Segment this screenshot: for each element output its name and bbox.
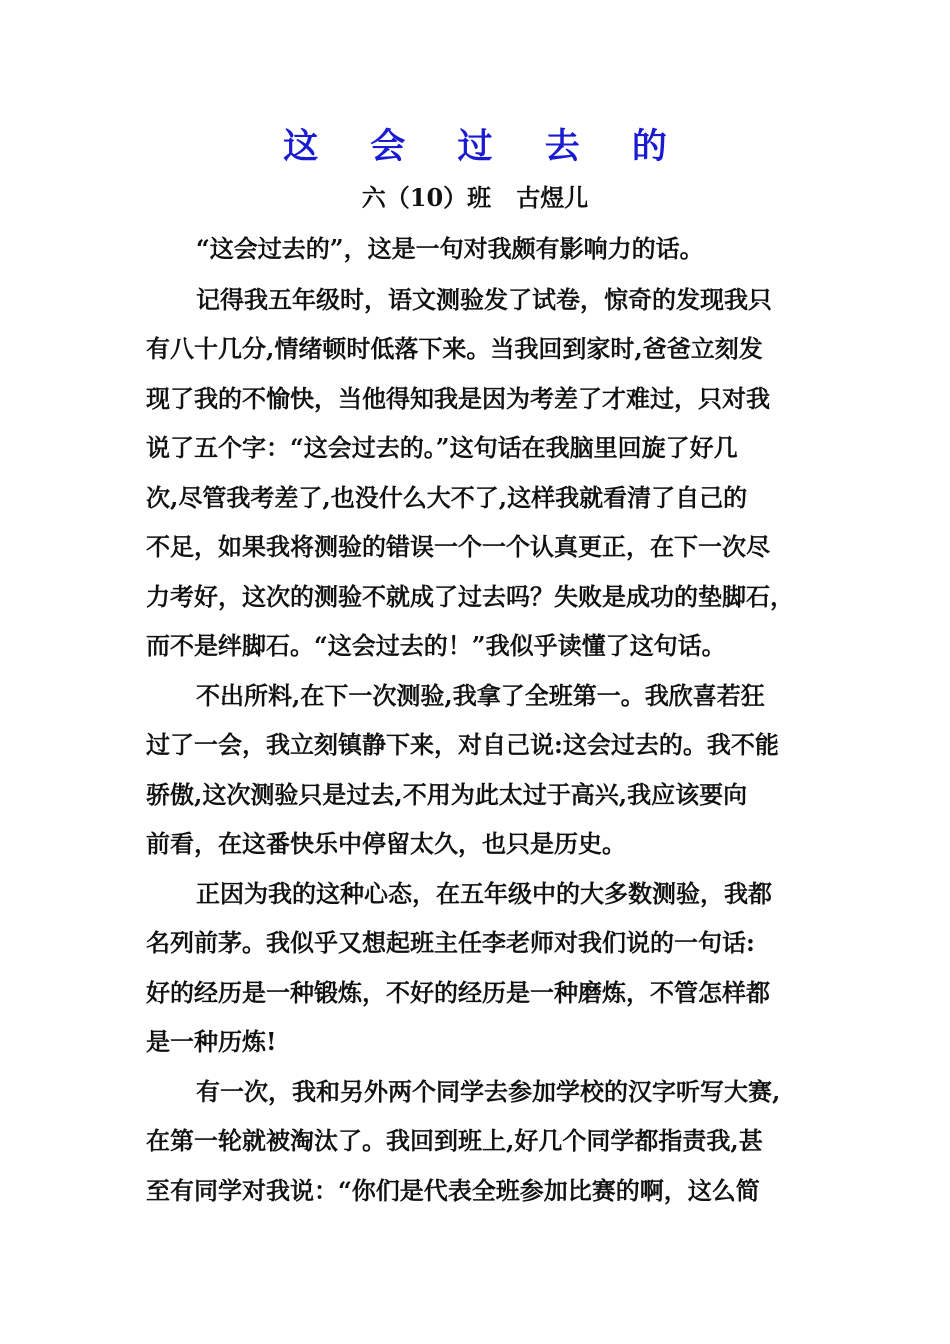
- paragraph-line: 有八十几分,情绪顿时低落下来。当我回到家时,爸爸立刻发: [146, 334, 763, 363]
- paragraph-line: 不出所料,在下一次测验,我拿了全班第一。我欣喜若狂: [196, 681, 765, 710]
- paragraph-line: 前看，在这番快乐中停留太久，也只是历史。: [146, 829, 626, 858]
- paragraph-line: 现了我的不愉快，当他得知我是因为考差了才难过，只对我: [146, 384, 770, 413]
- paragraph-line: 名列前茅。我似乎又想起班主任李老师对我们说的一句话:: [146, 928, 755, 957]
- paragraph-line: 次,尽管我考差了,也没什么大不了,这样我就看清了自己的: [146, 483, 748, 512]
- paragraph-line: 好的经历是一种锻炼，不好的经历是一种磨炼，不管怎样都: [146, 978, 770, 1007]
- paragraph-line: “这会过去的”，这是一句对我颇有影响力的话。: [196, 234, 704, 263]
- paragraph-line: 有一次，我和另外两个同学去参加学校的汉字听写大赛,: [196, 1077, 781, 1106]
- paragraph-line: 正因为我的这种心态，在五年级中的大多数测验，我都: [196, 879, 772, 908]
- paragraph-line: 不足，如果我将测验的错误一个一个认真更正，在下一次尽: [146, 532, 770, 561]
- paragraph-line: 记得我五年级时，语文测验发了试卷，惊奇的发现我只: [196, 285, 772, 314]
- paragraph-line: 而不是绊脚石。“这会过去的！”我似乎读懂了这句话。: [146, 631, 726, 660]
- paragraph-line: 力考好，这次的测验不就成了过去吗？失败是成功的垫脚石，: [146, 582, 794, 611]
- paragraph-line: 说了五个字：“这会过去的。”这句话在我脑里回旋了好几: [146, 433, 738, 462]
- paragraph-line: 骄傲,这次测验只是过去,不用为此太过于高兴,我应该要向: [146, 780, 748, 809]
- essay-title: 这 会 过 去 的: [283, 126, 687, 167]
- paragraph-line: 过了一会，我立刻镇静下来，对自己说:这会过去的。我不能: [146, 730, 779, 759]
- paragraph-line: 在第一轮就被淘汰了。我回到班上,好几个同学都指责我,甚: [146, 1126, 763, 1155]
- paragraph-line: 至有同学对我说：“你们是代表全班参加比赛的啊，这么简: [146, 1176, 760, 1205]
- paragraph-line: 是一种历炼!: [146, 1027, 277, 1056]
- author-byline: 六（10）班 古煜儿: [361, 183, 589, 212]
